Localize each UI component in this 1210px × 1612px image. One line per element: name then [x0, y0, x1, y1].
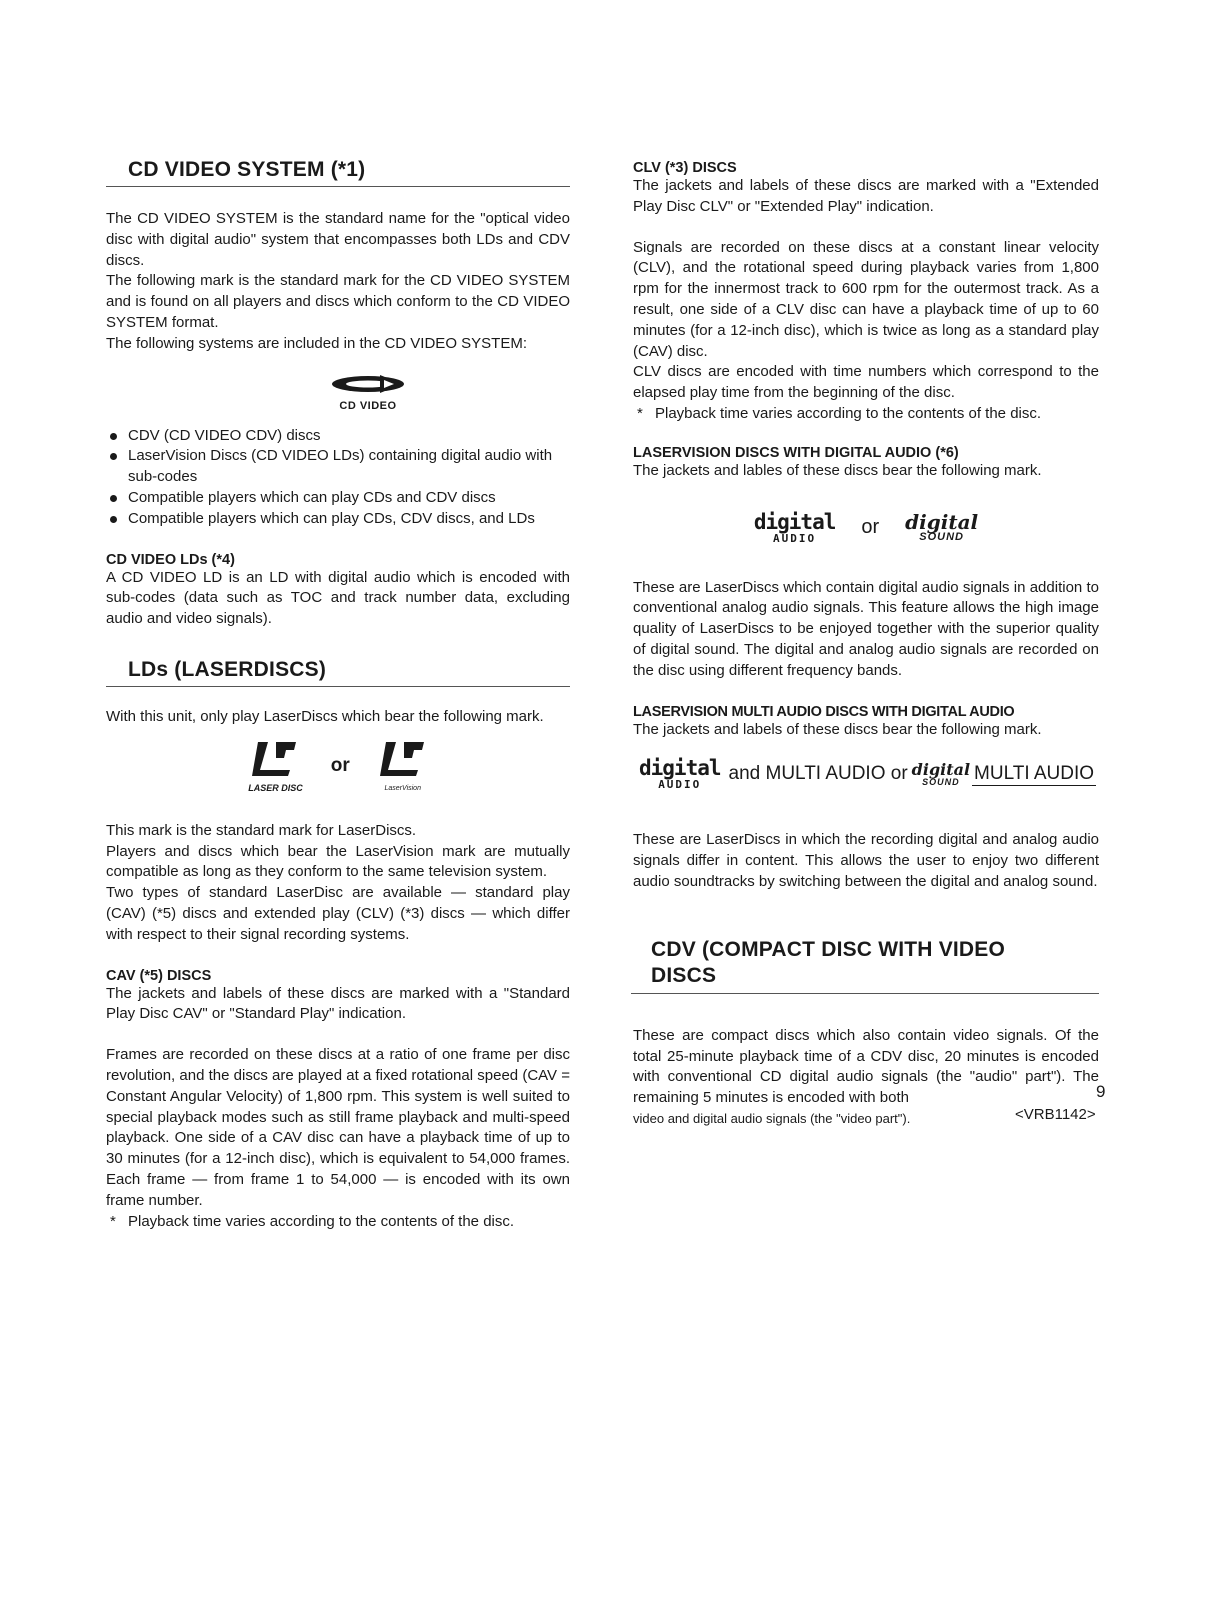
cd-video-lds-text: A CD VIDEO LD is an LD with digital audio which is encoded with sub-codes (data such as TOC and track number data, excluding audio and video signals).	[106, 568, 570, 628]
cdvs-paragraph-1: The CD VIDEO SYSTEM is the standard name for the "optical video disc with digital audio" system that encompasses both LDs and CDV discs.	[106, 210, 570, 269]
clv-paragraph-3: CLV discs are encoded with time numbers which correspond to the elapsed play time from the beginning of the disc.	[633, 363, 1099, 402]
ld-paragraph-1: This mark is the standard mark for LaserDiscs.	[106, 821, 417, 839]
multi-audio-and-text: and MULTI AUDIO or	[728, 763, 908, 785]
laserdisc-logo-icon	[250, 740, 300, 778]
page-number: 9	[1096, 1082, 1106, 1101]
laserdisc-logo	[248, 740, 303, 793]
cd-video-logo-icon	[326, 373, 410, 395]
ld-paragraph-2: Players and discs which bear the LaserVision mark are mutually compatible as long as they conform to the same television system.	[106, 842, 570, 881]
digital-sound-logo: digital SOUND	[911, 759, 971, 787]
list-item: CDV (CD VIDEO CDV) discs	[106, 426, 570, 447]
laservision-logo-caption: LaserVision	[384, 785, 421, 793]
digital-audio-logos	[633, 509, 1099, 545]
cdv-heading: CDV (COMPACT DISC WITH VIDEO DISCS	[631, 929, 1099, 994]
clv-paragraph-1: The jackets and labels of these discs are marked with a "Extended Play Disc CLV" or "Extended Play" indication.	[633, 177, 1099, 215]
cav-discs-heading: CAV (*5) DISCS	[106, 967, 212, 984]
multi-audio-boxed-mark: MULTI AUDIO	[974, 762, 1095, 784]
cdv-text: These are compact discs which also contain video signals. Of the total 25-minute playback time of a CDV disc, 20 minutes is encoded with conventional CD digital audio signals (the "audio" part"). The remaining 5 minutes is encoded with both	[633, 1026, 1099, 1107]
cav-note: * Playback time varies according to the contents of the disc.	[106, 1212, 570, 1233]
list-item: Compatible players which can play CDs, CDV discs, and LDs	[106, 509, 570, 530]
left-column	[106, 150, 570, 1232]
or-text: or	[861, 516, 880, 539]
lv-multi-audio-text: These are LaserDiscs in which the recording digital and analog audio signals differ in content. This allows the user to enjoy two different audio soundtracks by switching between the digital and analog sound.	[633, 831, 1099, 890]
list-item: Compatible players which can play CDs and CDV discs	[106, 488, 570, 509]
cav-paragraph-1: The jackets and labels of these discs are marked with a "Standard Play Disc CAV" or "Standard Play" indication.	[106, 984, 570, 1023]
cav-paragraph-2: Frames are recorded on these discs at a ratio of one frame per disc revolution, and the discs are played at a fixed rotational speed (CAV = Constant Angular Velocity) of 1,800 rpm. This system is well suited to special playback modes such as still frame playback and multi-speed playback. One side of a CAV disc can have a playback time of up to 30 minutes (for a 12-inch disc), which is equivalent to 54,000 frames. Each frame — from frame 1 to 54,000 — is encoded with its own frame number.	[106, 1046, 570, 1209]
lv-digital-audio-text: These are LaserDiscs which contain digital audio signals in addition to conventional analog audio signals. This feature allows the high image quality of LaserDiscs to be enjoyed together with the superior quality of digital sound. The digital and analog audio signals are recorded on the disc using different frequency bands.	[633, 578, 1099, 679]
lv-digital-audio-heading: LASERVISION DISCS WITH DIGITAL AUDIO (*6)	[633, 444, 959, 461]
digital-audio-logo: digital AUDIO	[639, 756, 721, 792]
cdvs-system-list	[106, 426, 570, 530]
laservision-logo	[378, 740, 428, 792]
laserdiscs-heading: LDs (LASERDISCS)	[106, 650, 570, 687]
laserdiscs-intro: With this unit, only play LaserDiscs which bear the following mark.	[106, 707, 544, 725]
note-star: *	[637, 404, 643, 422]
lv-digital-audio-intro: The jackets and lables of these discs bear the following mark.	[633, 461, 1042, 479]
cd-video-system-heading: CD VIDEO SYSTEM (*1)	[106, 150, 570, 187]
list-item: LaserVision Discs (CD VIDEO LDs) containing digital audio with sub-codes	[106, 446, 570, 488]
cd-video-logo-caption: CD VIDEO	[339, 399, 397, 412]
clv-note: * Playback time varies according to the contents of the disc.	[633, 404, 1099, 425]
cdvs-paragraph-3: The following systems are included in the CD VIDEO SYSTEM:	[106, 334, 527, 352]
cd-video-lds-heading: CD VIDEO LDs (*4)	[106, 551, 235, 568]
laserdisc-logo-caption: LASER DISC	[248, 782, 303, 793]
digital-sound-logo: digital SOUND	[905, 510, 979, 544]
clv-paragraph-2: Signals are recorded on these discs at a constant linear velocity (CLV), and the rotational speed during playback varies from 1,800 rpm for the innermost track to 600 rpm for the outermost track. As a result, one side of a CLV disc can have a playback time of up to 60 minutes (for a 12-inch disc), which is twice as long as a standard play (CAV) disc.	[633, 238, 1099, 360]
cd-video-logo	[166, 373, 570, 412]
multi-audio-logos	[639, 758, 1099, 790]
laserdisc-logos	[106, 740, 570, 793]
clv-discs-heading: CLV (*3) DISCS	[633, 160, 737, 176]
laservision-logo-icon	[378, 740, 428, 780]
lv-multi-audio-heading: LASERVISION MULTI AUDIO DISCS WITH DIGITAL AUDIO	[633, 703, 1015, 720]
cdvs-paragraph-2: The following mark is the standard mark for the CD VIDEO SYSTEM and is found on all players and discs which conform to the CD VIDEO SYSTEM format.	[106, 272, 570, 331]
digital-audio-logo: digital AUDIO	[753, 509, 836, 545]
lv-multi-audio-intro: The jackets and labels of these discs bear the following mark.	[633, 720, 1042, 738]
or-text: or	[330, 755, 350, 777]
note-star: *	[110, 1212, 116, 1230]
document-code: <VRB1142>	[1015, 1106, 1096, 1123]
cdv-text-small: video and digital audio signals (the "video part").	[633, 1110, 911, 1126]
ld-paragraph-3: Two types of standard LaserDisc are available — standard play (CAV) (*5) discs and extended play (CLV) (*3) discs — which differ with respect to their signal recording systems.	[106, 884, 570, 943]
right-column	[633, 160, 1099, 1130]
